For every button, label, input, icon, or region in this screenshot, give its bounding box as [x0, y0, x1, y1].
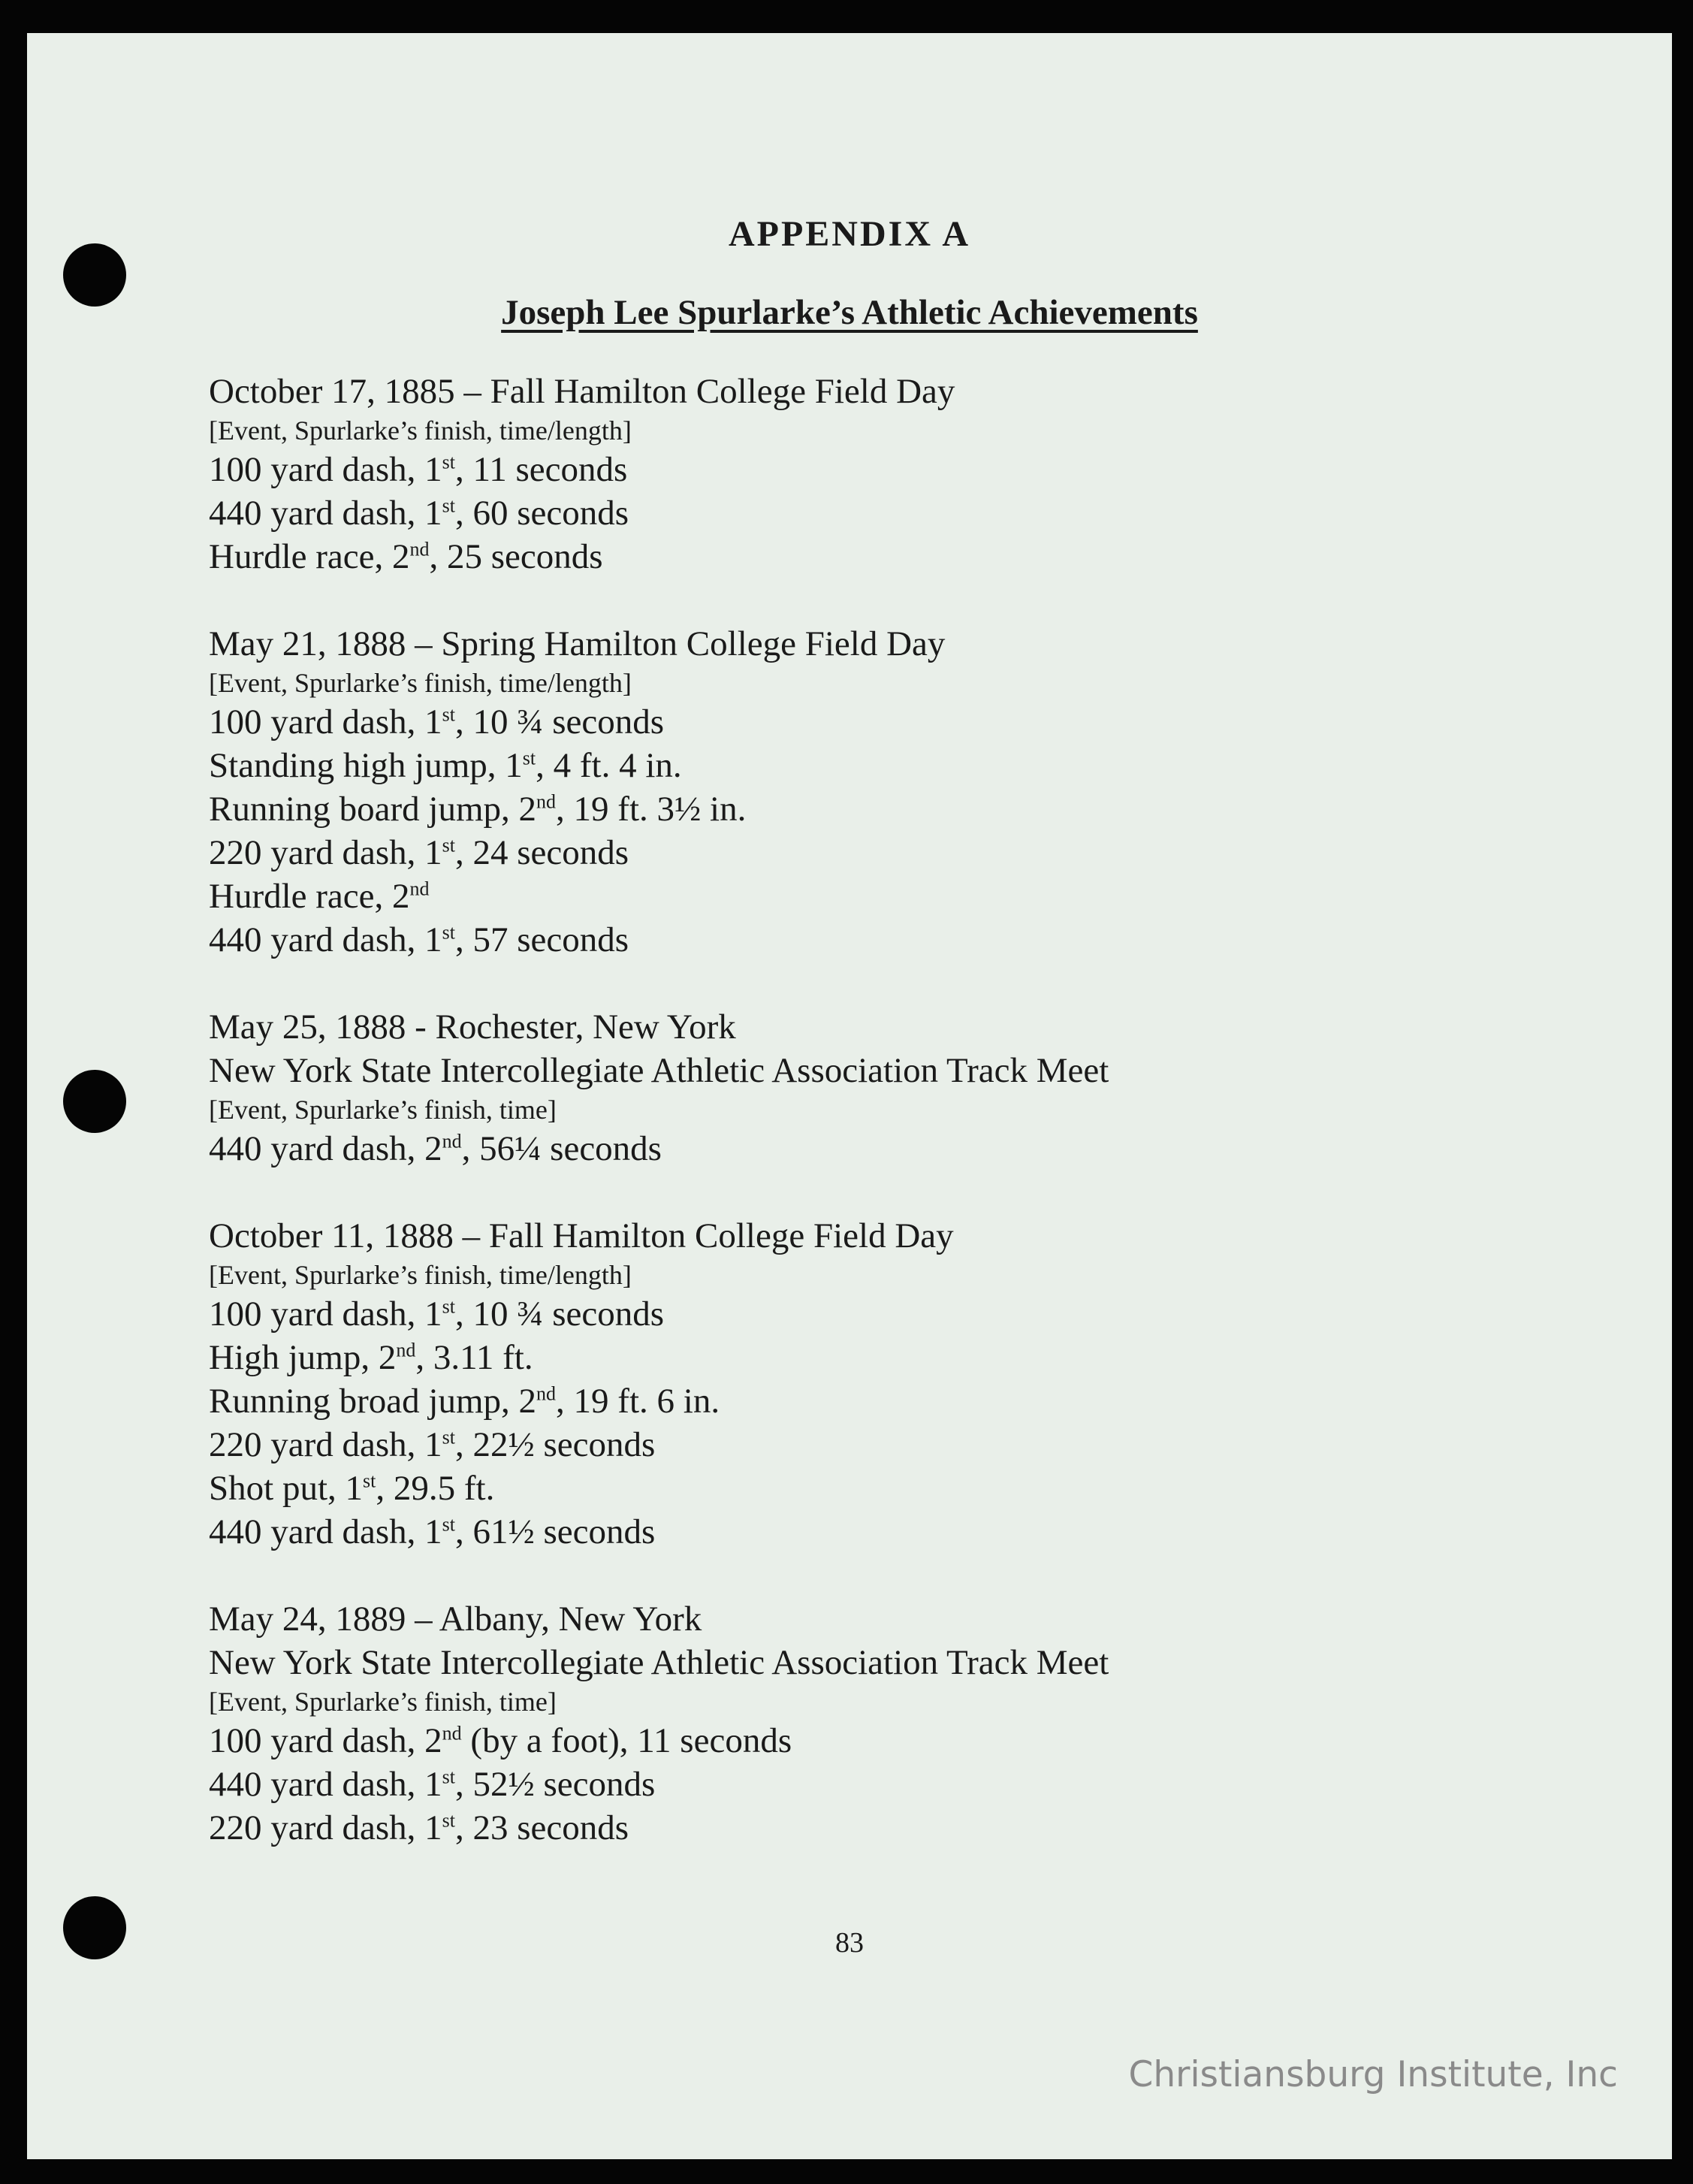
- watermark: Christiansburg Institute, Inc: [1128, 2054, 1618, 2095]
- place-suffix: st: [442, 834, 456, 856]
- event-result: [209, 744, 1606, 787]
- event-place: 220 yard dash, 1: [209, 1425, 442, 1464]
- event-place: Shot put, 1: [209, 1469, 364, 1508]
- place-suffix: st: [442, 451, 456, 473]
- place-suffix: nd: [409, 878, 430, 900]
- event-place: Running broad jump, 2: [209, 1382, 537, 1421]
- appendix-heading: APPENDIX A: [728, 214, 970, 254]
- event-result: [209, 448, 1606, 491]
- event-place: 440 yard dash, 2: [209, 1129, 442, 1168]
- event-place: 100 yard dash, 2: [209, 1721, 442, 1760]
- event-result: [209, 875, 1606, 918]
- place-suffix: st: [442, 1809, 456, 1832]
- event-place: 440 yard dash, 1: [209, 494, 442, 533]
- event-place: 220 yard dash, 1: [209, 833, 442, 872]
- event-result: [209, 1379, 1606, 1423]
- column-header-note: [Event, Spurlarke’s finish, time/length]: [209, 1260, 632, 1290]
- event-result-detail: , 4 ft. 4 in.: [536, 746, 682, 785]
- event-result-detail: , 61½ seconds: [455, 1512, 656, 1551]
- event-result: [209, 918, 1606, 962]
- achievements-list: [209, 370, 1606, 1893]
- meet-section: [209, 1214, 1606, 1554]
- place-suffix: nd: [442, 1130, 462, 1152]
- event-place: 440 yard dash, 1: [209, 1765, 442, 1804]
- place-suffix: st: [442, 494, 456, 517]
- event-result: [209, 491, 1606, 535]
- event-result: [209, 1510, 1606, 1554]
- place-suffix: st: [442, 1766, 456, 1788]
- event-result: [209, 1127, 1606, 1171]
- event-place: Hurdle race, 2: [209, 537, 410, 576]
- event-result-detail: (by a foot), 11 seconds: [461, 1721, 792, 1760]
- event-result-detail: , 56¼ seconds: [461, 1129, 662, 1168]
- place-suffix: nd: [442, 1722, 462, 1744]
- event-result-detail: , 23 seconds: [455, 1808, 629, 1847]
- event-place: Standing high jump, 1: [209, 746, 523, 785]
- meet-date-title: May 25, 1888 - Rochester, New York: [209, 1007, 736, 1047]
- event-result: [209, 535, 1606, 578]
- place-suffix: st: [442, 1295, 456, 1318]
- event-result-detail: , 60 seconds: [455, 494, 629, 533]
- event-place: 100 yard dash, 1: [209, 450, 442, 489]
- binder-hole-middle: [63, 1070, 126, 1133]
- event-result: [209, 787, 1606, 831]
- event-result-detail: , 29.5 ft.: [376, 1469, 495, 1508]
- column-header-note: [Event, Spurlarke’s finish, time/length]: [209, 668, 632, 698]
- event-result-detail: , 57 seconds: [455, 920, 629, 959]
- document-title: Joseph Lee Spurlarke’s Athletic Achievements: [501, 293, 1198, 332]
- event-result-detail: , 10 ¾ seconds: [455, 702, 665, 742]
- column-header-note: [Event, Spurlarke’s finish, time]: [209, 1687, 557, 1717]
- place-suffix: st: [522, 747, 536, 769]
- event-result-detail: , 22½ seconds: [455, 1425, 656, 1464]
- event-result: [209, 700, 1606, 744]
- meet-date-title: October 17, 1885 – Fall Hamilton College Field Day: [209, 372, 955, 411]
- event-place: 440 yard dash, 1: [209, 1512, 442, 1551]
- event-result: [209, 1719, 1606, 1763]
- event-result: [209, 1423, 1606, 1467]
- meet-date-title: May 21, 1888 – Spring Hamilton College Field Day: [209, 624, 946, 663]
- event-result-detail: , 52½ seconds: [455, 1765, 656, 1804]
- event-result: [209, 1467, 1606, 1510]
- event-place: 100 yard dash, 1: [209, 702, 442, 742]
- event-result: [209, 1336, 1606, 1379]
- place-suffix: st: [442, 1426, 456, 1448]
- page-number: 83: [835, 1927, 864, 1959]
- event-place: 440 yard dash, 1: [209, 920, 442, 959]
- meet-date-title: October 11, 1888 – Fall Hamilton College Field Day: [209, 1216, 954, 1255]
- event-place: Hurdle race, 2: [209, 877, 410, 916]
- event-result-detail: , 3.11 ft.: [415, 1338, 533, 1377]
- document-page: [27, 33, 1672, 2159]
- place-suffix: nd: [396, 1339, 416, 1361]
- event-result-detail: , 24 seconds: [455, 833, 629, 872]
- meet-subtitle: New York State Intercollegiate Athletic Association Track Meet: [209, 1051, 1109, 1090]
- event-result: [209, 1763, 1606, 1806]
- event-result: [209, 1292, 1606, 1336]
- place-suffix: nd: [536, 1382, 557, 1405]
- place-suffix: nd: [536, 790, 557, 813]
- meet-section: [209, 1005, 1606, 1171]
- event-place: High jump, 2: [209, 1338, 397, 1377]
- place-suffix: st: [363, 1470, 376, 1492]
- event-result: [209, 1806, 1606, 1850]
- column-header-note: [Event, Spurlarke’s finish, time]: [209, 1095, 557, 1125]
- meet-date-title: May 24, 1889 – Albany, New York: [209, 1599, 702, 1639]
- meet-section: [209, 1597, 1606, 1850]
- event-place: Running board jump, 2: [209, 790, 537, 829]
- event-place: 100 yard dash, 1: [209, 1294, 442, 1334]
- column-header-note: [Event, Spurlarke’s finish, time/length]: [209, 415, 632, 446]
- place-suffix: st: [442, 703, 456, 726]
- event-result-detail: , 19 ft. 6 in.: [556, 1382, 720, 1421]
- event-result-detail: , 10 ¾ seconds: [455, 1294, 665, 1334]
- event-place: 220 yard dash, 1: [209, 1808, 442, 1847]
- event-result-detail: , 25 seconds: [429, 537, 603, 576]
- meet-subtitle: New York State Intercollegiate Athletic Association Track Meet: [209, 1643, 1109, 1682]
- event-result-detail: , 11 seconds: [455, 450, 628, 489]
- meet-section: [209, 370, 1606, 578]
- place-suffix: st: [442, 1513, 456, 1536]
- place-suffix: nd: [409, 538, 430, 560]
- event-result-detail: , 19 ft. 3½ in.: [556, 790, 747, 829]
- event-result: [209, 831, 1606, 875]
- place-suffix: st: [442, 921, 456, 944]
- meet-section: [209, 622, 1606, 962]
